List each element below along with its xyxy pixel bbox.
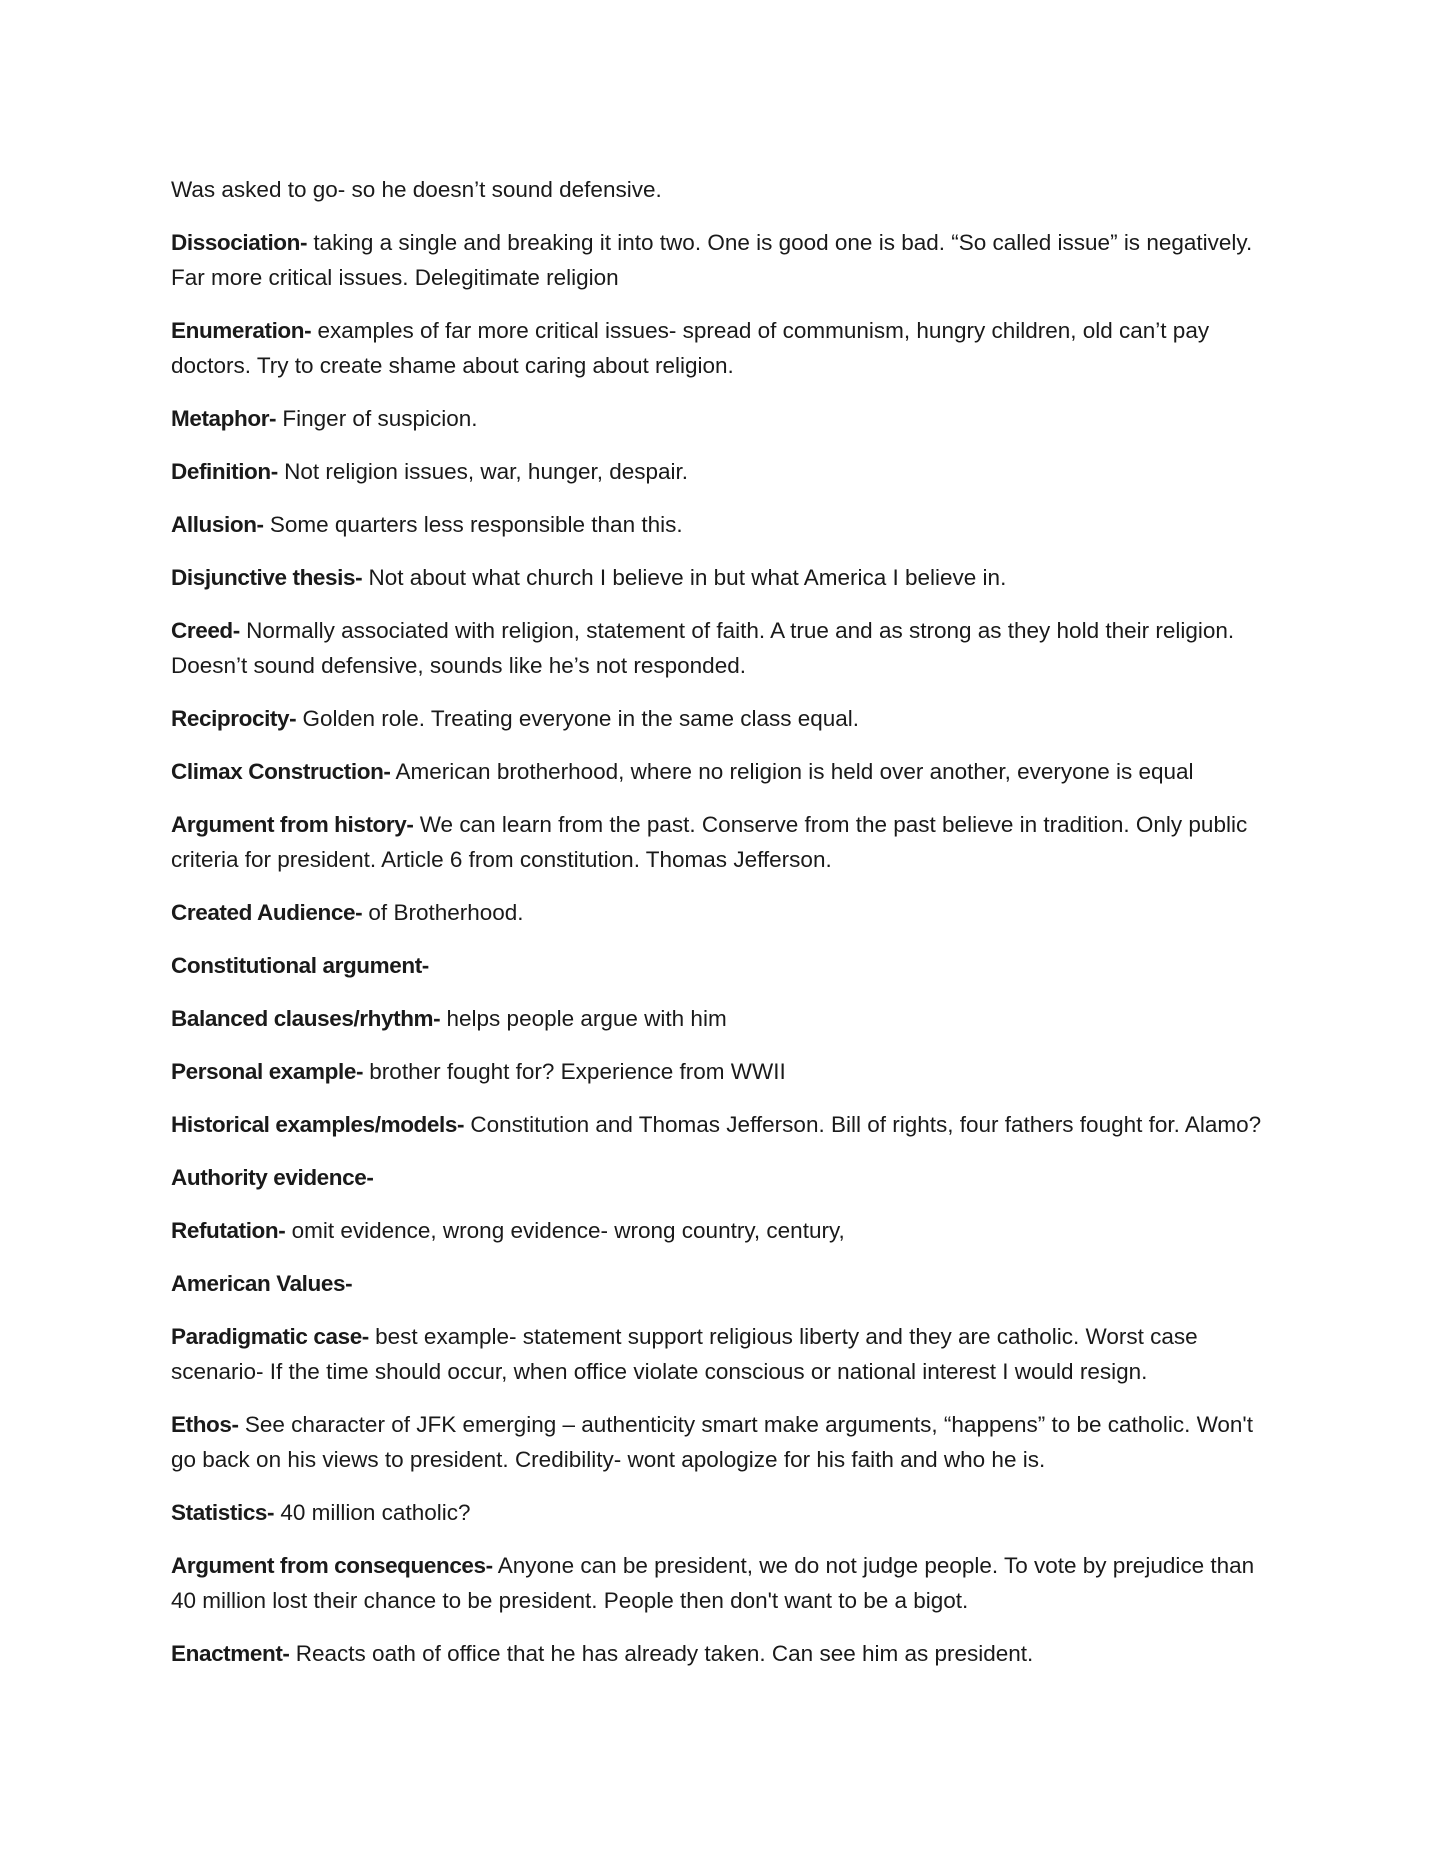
entry-text: brother fought for? Experience from WWII bbox=[363, 1059, 786, 1084]
entry-text: American brotherhood, where no religion is held over another, everyone is equal bbox=[390, 759, 1194, 784]
entry-term: Created Audience- bbox=[171, 900, 363, 925]
entry-term: Balanced clauses/rhythm- bbox=[171, 1006, 441, 1031]
entry-term: Climax Construction- bbox=[171, 759, 391, 784]
entry-paragraph bbox=[171, 225, 1281, 295]
entry-text: 40 million catholic? bbox=[274, 1500, 471, 1525]
entry-text: Finger of suspicion. bbox=[276, 406, 478, 431]
entry-text: of Brotherhood. bbox=[362, 900, 524, 925]
entry-paragraph bbox=[171, 895, 1281, 930]
entry-paragraph bbox=[171, 754, 1281, 789]
entry-term: Disjunctive thesis- bbox=[171, 565, 363, 590]
entry-paragraph bbox=[171, 1054, 1281, 1089]
intro-paragraph: Was asked to go- so he doesn’t sound defensive. bbox=[171, 177, 662, 202]
entry-term: Refutation- bbox=[171, 1218, 286, 1243]
entry-paragraph bbox=[171, 948, 1281, 983]
entry-paragraph bbox=[171, 454, 1281, 489]
entry-paragraph bbox=[171, 1548, 1281, 1618]
entry-paragraph bbox=[171, 701, 1281, 736]
entry-paragraph bbox=[171, 1107, 1281, 1142]
entry-term: Allusion- bbox=[171, 512, 264, 537]
entry-paragraph bbox=[171, 401, 1281, 436]
entry-term: Personal example- bbox=[171, 1059, 364, 1084]
entry-text: best example- statement support religious liberty and they are catholic. Worst case scenario- If the time should occur, when office violate conscious or national interest I would resign. bbox=[171, 1324, 1198, 1384]
entry-paragraph bbox=[171, 560, 1281, 595]
entry-text: Not religion issues, war, hunger, despair. bbox=[277, 459, 689, 484]
entry-term: Metaphor- bbox=[171, 406, 277, 431]
entry-text: Not about what church I believe in but what America I believe in. bbox=[362, 565, 1007, 590]
entry-text: taking a single and breaking it into two. One is good one is bad. “So called issue” is negatively. Far more critical issues. Delegitimate religion bbox=[171, 230, 1253, 290]
entry-text: Anyone can be president, we do not judge people. To vote by prejudice than 40 million lost their chance to be president. People then don't want to be a bigot. bbox=[171, 1553, 1255, 1613]
entry-text: omit evidence, wrong evidence- wrong country, century, bbox=[285, 1218, 845, 1243]
entry-text: Constitution and Thomas Jefferson. Bill of rights, four fathers fought for. Alamo? bbox=[464, 1112, 1262, 1137]
entry-term: Argument from history- bbox=[171, 812, 414, 837]
entry-term: Enactment- bbox=[171, 1641, 290, 1666]
entry-term: Definition- bbox=[171, 459, 278, 484]
entry-paragraph bbox=[171, 613, 1281, 683]
entry-term: Paradigmatic case- bbox=[171, 1324, 369, 1349]
entry-term: Dissociation- bbox=[171, 230, 308, 255]
entry-paragraph bbox=[171, 1213, 1281, 1248]
entry-paragraph bbox=[171, 1319, 1281, 1389]
entry-term: Authority evidence- bbox=[171, 1165, 374, 1190]
entry-term: American Values- bbox=[171, 1271, 353, 1296]
entry-paragraph bbox=[171, 807, 1281, 877]
entry-term: Historical examples/models- bbox=[171, 1112, 465, 1137]
entry-paragraph bbox=[171, 1266, 1281, 1301]
entry-term: Statistics- bbox=[171, 1500, 275, 1525]
entries-list bbox=[171, 225, 1281, 1671]
entry-text: We can learn from the past. Conserve from the past believe in tradition. Only public criteria for president. Article 6 from constitution. Thomas Jefferson. bbox=[171, 812, 1248, 872]
notes-body bbox=[171, 172, 1281, 1689]
entry-paragraph bbox=[171, 1407, 1281, 1477]
entry-paragraph bbox=[171, 1636, 1281, 1671]
entry-text: Normally associated with religion, statement of faith. A true and as strong as they hold their religion. Doesn’t sound defensive, sounds like he’s not responded. bbox=[171, 618, 1235, 678]
entry-paragraph bbox=[171, 1001, 1281, 1036]
entry-text: Some quarters less responsible than this. bbox=[263, 512, 683, 537]
entry-term: Creed- bbox=[171, 618, 240, 643]
entry-paragraph bbox=[171, 507, 1281, 542]
entry-term: Ethos- bbox=[171, 1412, 239, 1437]
entry-term: Reciprocity- bbox=[171, 706, 297, 731]
entry-text: helps people argue with him bbox=[440, 1006, 727, 1031]
entry-term: Constitutional argument- bbox=[171, 953, 429, 978]
entry-text: examples of far more critical issues- spread of communism, hungry children, old can’t pay doctors. Try to create shame about caring about religion. bbox=[171, 318, 1210, 378]
entry-paragraph bbox=[171, 1160, 1281, 1195]
entry-term: Argument from consequences- bbox=[171, 1553, 493, 1578]
entry-paragraph bbox=[171, 313, 1281, 383]
entry-text: See character of JFK emerging – authenticity smart make arguments, “happens” to be catholic. Won't go back on his views to president. Credibility- wont apologize for his faith and who he is. bbox=[171, 1412, 1253, 1472]
entry-paragraph bbox=[171, 1495, 1281, 1530]
entry-term: Enumeration- bbox=[171, 318, 312, 343]
entry-text: Reacts oath of office that he has already taken. Can see him as president. bbox=[289, 1641, 1034, 1666]
entry-text: Golden role. Treating everyone in the same class equal. bbox=[296, 706, 860, 731]
